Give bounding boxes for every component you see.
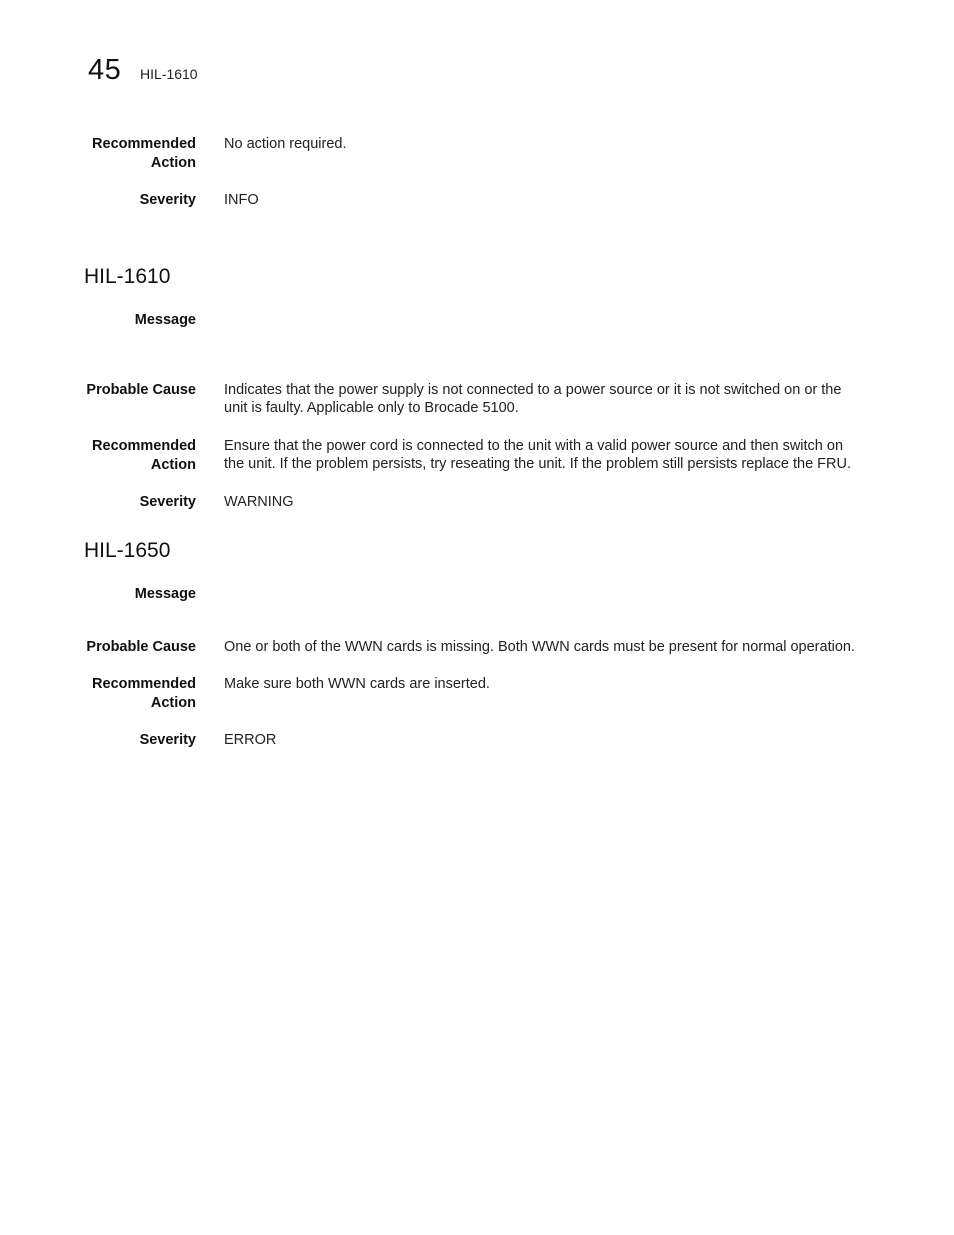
message-label: Message — [134, 586, 196, 602]
recommended-action-label-line2: Action — [150, 155, 196, 171]
recommended-action-label — [56, 675, 196, 713]
recommended-action-line1: Ensure that the power cord is connected to the unit with a valid power source and then switch on — [224, 438, 844, 454]
recommended-action-label-line1: Recommended — [92, 136, 196, 152]
running-title: HIL-1610 — [140, 66, 198, 82]
section-heading-hil-1610: HIL-1610 — [84, 265, 171, 288]
severity-value: ERROR — [224, 732, 277, 748]
severity-label: Severity — [139, 192, 196, 208]
probable-cause-label: Probable Cause — [86, 639, 196, 655]
recommended-action-value — [224, 675, 874, 693]
probable-cause-line1: Indicates that the power supply is not connected to a power source or it is not switched on or the — [224, 382, 842, 398]
recommended-action-label — [56, 437, 196, 475]
severity-value: WARNING — [224, 494, 294, 510]
recommended-action-label-line1: Recommended — [92, 676, 196, 692]
probable-cause-label: Probable Cause — [86, 382, 196, 398]
chapter-number: 45 — [88, 54, 122, 86]
severity-value: INFO — [224, 192, 259, 208]
recommended-action-label-line2: Action — [150, 695, 196, 711]
probable-cause-value — [224, 381, 874, 417]
recommended-action-label — [56, 135, 196, 173]
recommended-action-value: No action required. — [224, 136, 347, 152]
recommended-action-label-line2: Action — [150, 457, 196, 473]
severity-label: Severity — [139, 494, 196, 510]
probable-cause-line1: One or both of the WWN cards is missing. Both WWN cards must be present for normal operation. — [224, 639, 855, 655]
recommended-action-line2: the unit. If the problem persists, try reseating the unit. If the problem still persists replace the FRU. — [224, 456, 851, 472]
probable-cause-line2: unit is faulty. Applicable only to Brocade 5100. — [224, 400, 519, 416]
message-label: Message — [134, 312, 196, 328]
section-heading-hil-1650: HIL-1650 — [84, 539, 171, 562]
recommended-action-label-line1: Recommended — [92, 438, 196, 454]
probable-cause-value — [224, 638, 874, 656]
severity-label: Severity — [139, 732, 196, 748]
recommended-action-value — [224, 437, 874, 473]
recommended-action-line1: Make sure both WWN cards are inserted. — [224, 676, 490, 692]
